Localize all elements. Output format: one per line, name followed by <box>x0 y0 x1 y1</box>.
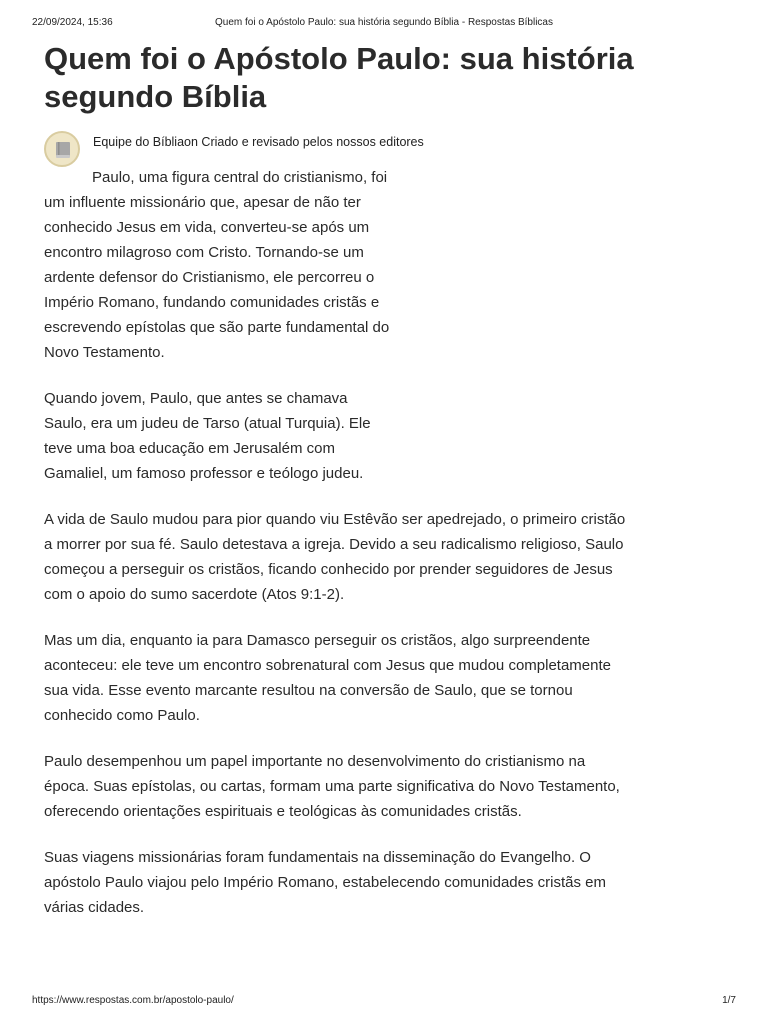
article-title: Quem foi o Apóstolo Paulo: sua história segundo Bíblia <box>44 41 634 114</box>
print-footer <box>32 995 736 1009</box>
author-line: Equipe do Bíbliaon Criado e revisado pelos nossos editores <box>93 135 424 149</box>
article-paragraph: Paulo, uma figura central do cristianismo, foi um influente missionário que, apesar de não ter conhecido Jesus em vida, converteu-se após um encontro milagroso com Cristo. Tornando-se um ardente defensor do Cristianismo, ele percorreu o Império Romano, fundando comunidades cristãs e escrevendo epístolas que são parte fundamental do Novo Testamento. <box>44 169 390 361</box>
article-paragraph: Suas viagens missionárias foram fundamentais na disseminação do Evangelho. O apóstolo Paulo viajou pelo Império Romano, estabelecendo comunidades cristãs em várias cidades. <box>44 849 606 916</box>
print-document-title: Quem foi o Apóstolo Paulo: sua história segundo Bíblia - Respostas Bíblicas <box>215 17 553 28</box>
book-icon <box>55 141 71 159</box>
author-avatar <box>44 131 80 167</box>
print-datetime: 22/09/2024, 15:36 <box>32 17 113 28</box>
page-indicator: 1/7 <box>722 995 736 1006</box>
article-body <box>44 165 644 941</box>
article-paragraph: Paulo desempenhou um papel importante no desenvolvimento do cristianismo na época. Suas epístolas, ou cartas, formam uma parte significativa do Novo Testamento, oferecendo orientações espirituais e teológicas às comunidades cristãs. <box>44 753 620 820</box>
article-paragraph: Quando jovem, Paulo, que antes se chamava Saulo, era um judeu de Tarso (atual Turquia). Ele teve uma boa educação em Jerusalém com Gamaliel, um famoso professor e teólogo judeu. <box>44 390 371 482</box>
article-paragraph: A vida de Saulo mudou para pior quando viu Estêvão ser apedrejado, o primeiro cristão a morrer por sua fé. Saulo detestava a igreja. Devido a seu radicalismo religioso, Saulo começou a perseguir os cristãos, ficando conhecido por prender seguidores de Jesus com o apoio do sumo sacerdote (Atos 9:1-2). <box>44 511 626 603</box>
article-paragraph: Mas um dia, enquanto ia para Damasco perseguir os cristãos, algo surpreendente aconteceu: ele teve um encontro sobrenatural com Jesus que mudou completamente sua vida. Esse evento marcante resultou na conversão de Saulo, que se tornou conhecido como Paulo. <box>44 632 611 724</box>
print-header <box>32 17 736 31</box>
page-url: https://www.respostas.com.br/apostolo-paulo/ <box>32 995 234 1006</box>
